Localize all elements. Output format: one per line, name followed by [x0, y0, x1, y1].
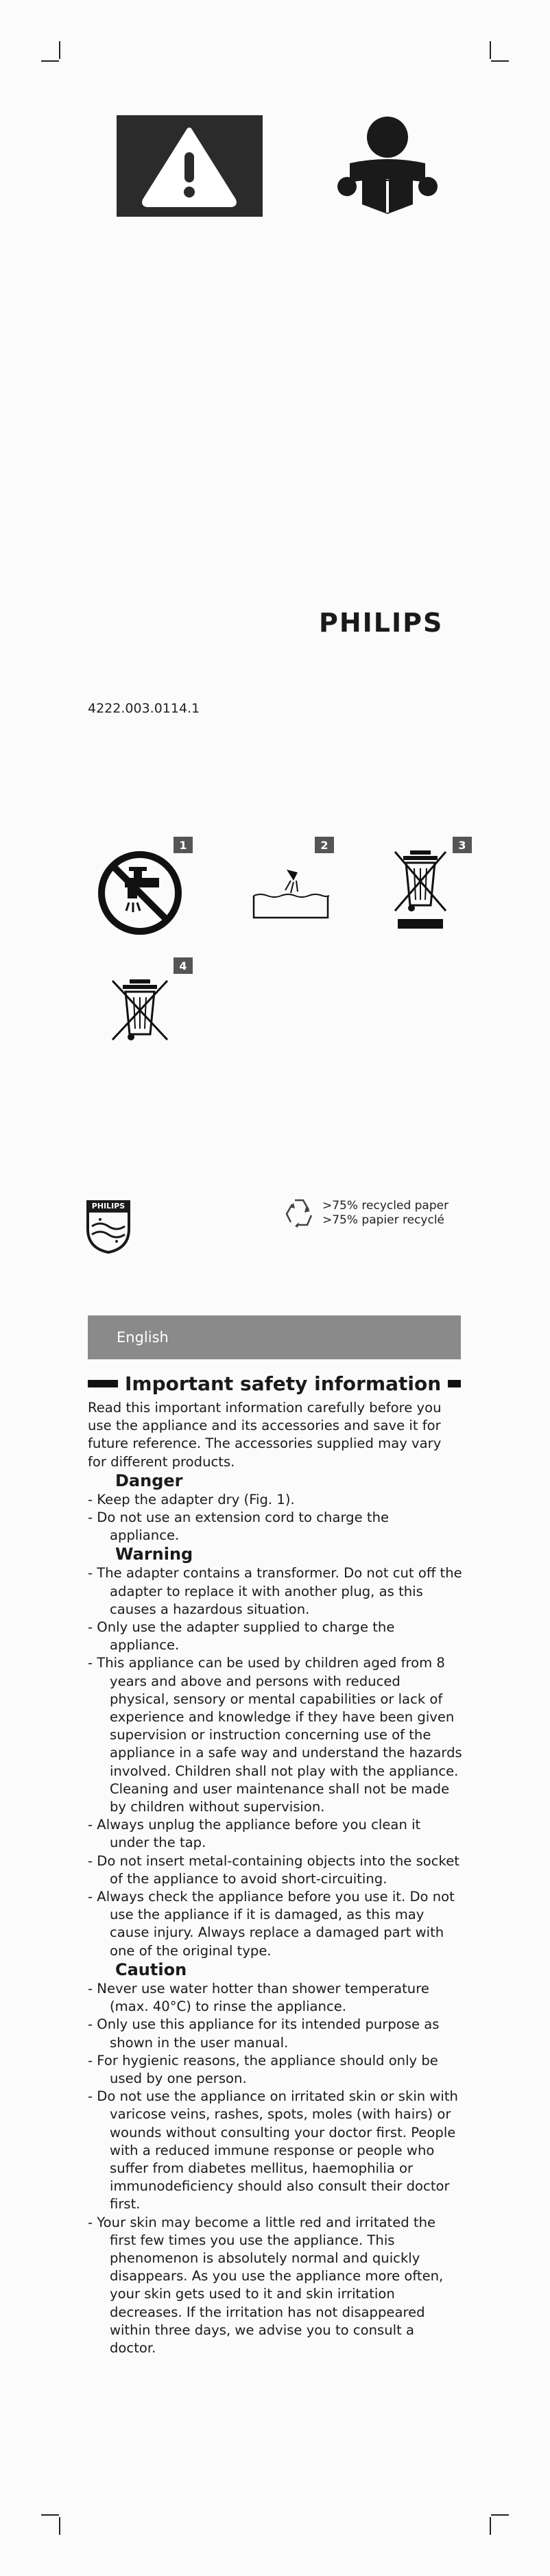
crop-mark [490, 41, 491, 59]
figure-number: 3 [453, 837, 472, 853]
brand-logo: PHILIPS [319, 608, 444, 638]
recycled-en: >75% recycled paper [322, 1199, 449, 1213]
shower-rinse-icon [250, 866, 332, 922]
list-item: - Your skin may become a little red and irritated the first few times you use the appliance. This phenomenon is absolutely normal and quickly disappears. As you use the appliance more often, your skin gets used to it and skin irritation decreases. If the irritation has not disappeared within three days, we advise you to consult a doctor. [88, 2214, 444, 2356]
crossed-bin-icon [391, 848, 450, 933]
list-item: - Do not use an extension cord to charge the appliance. [88, 1510, 390, 1544]
list-item: - Always check the appliance before you use it. Do not use the appliance if it is damaged, as this may cause injury. Always replace a damaged part with one of the original type. [88, 1889, 455, 1959]
crop-mark [41, 2514, 59, 2516]
warning-heading: Warning [115, 1545, 193, 1564]
seal-label: PHILIPS [91, 1202, 125, 1211]
list-item: - Do not insert metal-containing objects into the socket of the appliance to avoid short-circuiting. [88, 1852, 459, 1887]
warning-list [88, 1564, 462, 1959]
list-item: - Only use this appliance for its intended purpose as shown in the user manual. [88, 2016, 440, 2051]
crop-mark [59, 2517, 60, 2535]
crop-mark [491, 2514, 509, 2516]
list-item: - Always unplug the appliance before you clean it under the tap. [88, 1817, 421, 1851]
list-item: - Only use the adapter supplied to charge the appliance. [88, 1619, 395, 1654]
title-rule [448, 1380, 461, 1387]
figure-number: 2 [315, 837, 334, 853]
recycled-paper-text [322, 1199, 449, 1228]
figure-number: 4 [174, 957, 193, 974]
danger-heading: Danger [115, 1470, 183, 1490]
list-item: - For hygienic reasons, the appliance should only be used by one person. [88, 2052, 438, 2086]
crop-mark [41, 60, 59, 62]
list-item: - Keep the adapter dry (Fig. 1). [88, 1491, 295, 1507]
intro-paragraph: Read this important information carefully before you use the appliance and its accessories and save it for future reference. The accessories supplied may vary for different products. [88, 1400, 442, 1470]
crop-mark [491, 60, 509, 62]
title-rule [88, 1380, 118, 1387]
list-item: - The adapter contains a transformer. Do not cut off the adapter to replace it with another plug, as this causes a hazardous situation. [88, 1565, 462, 1617]
list-item: - Do not use the appliance on irritated skin or skin with varicose veins, rashes, spots, moles (with hairs) or wounds without consulting your doctor first. People with a reduced immune response or people who suffer from diabetes mellitus, haemophilia or immunodeficiency should also consult their doctor first. [88, 2088, 458, 2213]
no-tap-water-icon [96, 849, 184, 937]
language-bar: English [88, 1315, 461, 1359]
caution-list [88, 1980, 462, 2357]
safety-content [88, 1399, 462, 2357]
section-title: Important safety information [125, 1372, 442, 1395]
crossed-bin-icon [108, 977, 171, 1042]
list-item: - This appliance can be used by children aged from 8 years and above and persons with reduced physical, sensory or mental capabilities or lack of experience and knowledge if they have been given supervision or instruction concerning use of the appliance in a safe way and understand the hazards involved. Children shall not play with the appliance. Cleaning and user maintenance shall not be made by children without supervision. [88, 1655, 462, 1815]
list-item: - Never use water hotter than shower temperature (max. 40°C) to rinse the appliance. [88, 1980, 429, 2015]
recycle-icon [281, 1195, 317, 1232]
figure-number: 1 [174, 837, 193, 853]
warning-icon [117, 115, 263, 217]
section-title-bar [88, 1369, 461, 1398]
read-manual-icon [322, 115, 453, 218]
crop-mark [490, 2517, 491, 2535]
recycled-fr: >75% papier recyclé [322, 1213, 445, 1227]
crop-mark [59, 41, 60, 59]
danger-list [88, 1491, 462, 1545]
document-number: 4222.003.0114.1 [88, 701, 200, 716]
caution-heading: Caution [115, 1959, 187, 1979]
